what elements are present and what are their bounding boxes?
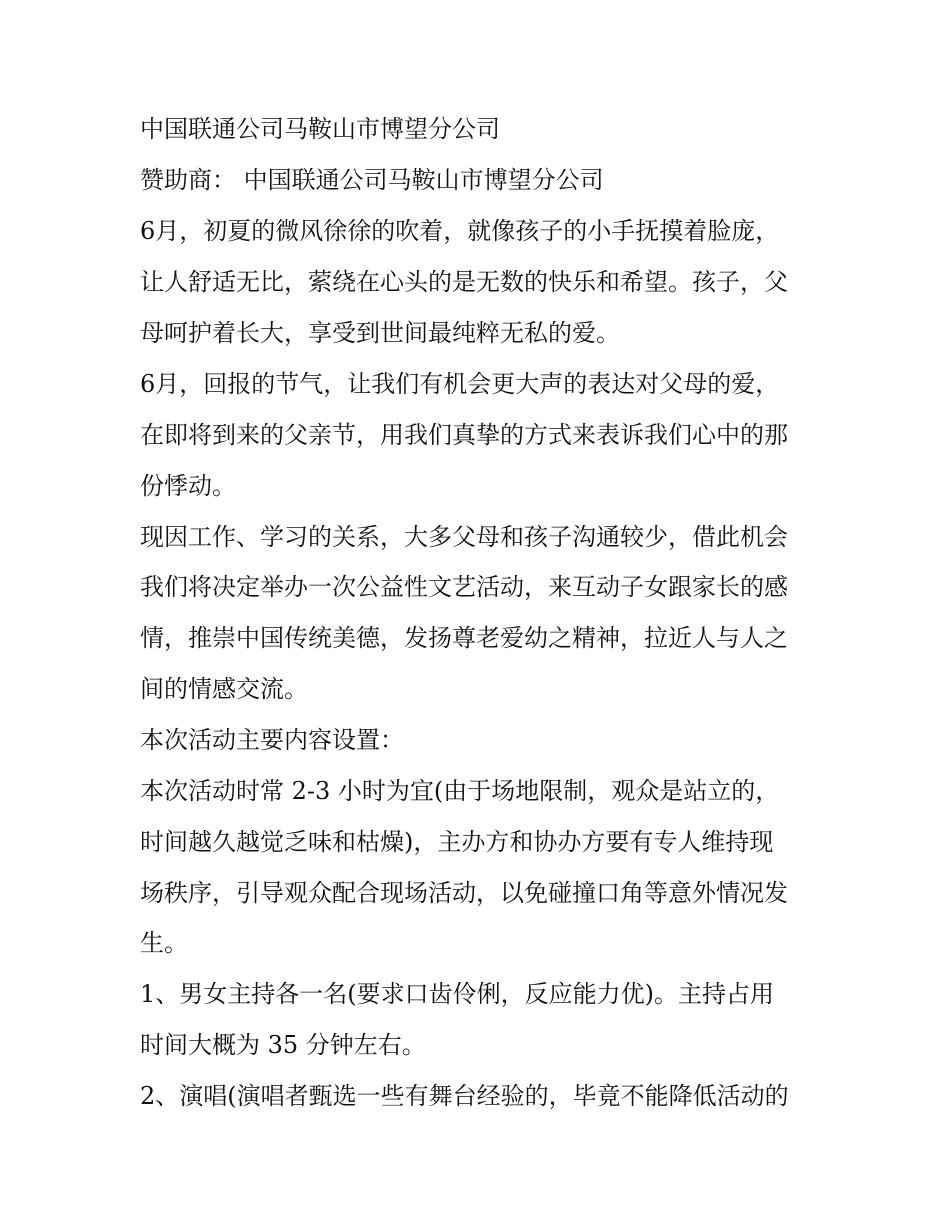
text-line: 场秩序，引导观众配合现场活动，以免碰撞口角等意外情况发 [140,879,788,907]
text-line: 间的情感交流。 [140,675,308,703]
text-line-section-heading: 本次活动主要内容设置： [140,726,404,754]
text-line-sponsor: 赞助商： 中国联通公司马鞍山市博望分公司 [140,166,604,194]
text-line: 在即将到来的父亲节，用我们真挚的方式来表诉我们心中的那 [140,421,788,449]
text-line: 6月，回报的节气，让我们有机会更大声的表达对父母的爱， [140,370,780,398]
text-line-company: 中国联通公司马鞍山市博望分公司 [140,115,500,143]
text-line: 现因工作、学习的关系，大多父母和孩子沟通较少，借此机会 [140,523,788,551]
text-line: 时间大概为 35 分钟左右。 [140,1031,426,1059]
text-line: 6月，初夏的微风徐徐的吹着，就像孩子的小手抚摸着脸庞， [140,217,780,245]
text-line: 生。 [140,929,188,957]
text-line-list-item-2: 2、演唱(演唱者甄选一些有舞台经验的，毕竟不能降低活动的 [140,1082,789,1110]
text-line: 本次活动时常 2-3 小时为宜(由于场地限制，观众是站立的， [140,777,780,805]
text-line: 份悸动。 [140,472,236,500]
text-line: 母呵护着长大，享受到世间最纯粹无私的爱。 [140,319,620,347]
text-line: 时间越久越觉乏味和枯燥)，主办方和协办方要有专人维持现 [140,828,774,856]
text-line-list-item-1: 1、男女主持各一名(要求口齿伶俐，反应能力优)。主持占用 [140,980,774,1008]
text-line: 情，推崇中国传统美德，发扬尊老爱幼之精神，拉近人与人之 [140,624,788,652]
text-line: 我们将决定举办一次公益性文艺活动，来互动子女跟家长的感 [140,573,788,601]
text-line: 让人舒适无比，萦绕在心头的是无数的快乐和希望。孩子，父 [140,268,788,296]
